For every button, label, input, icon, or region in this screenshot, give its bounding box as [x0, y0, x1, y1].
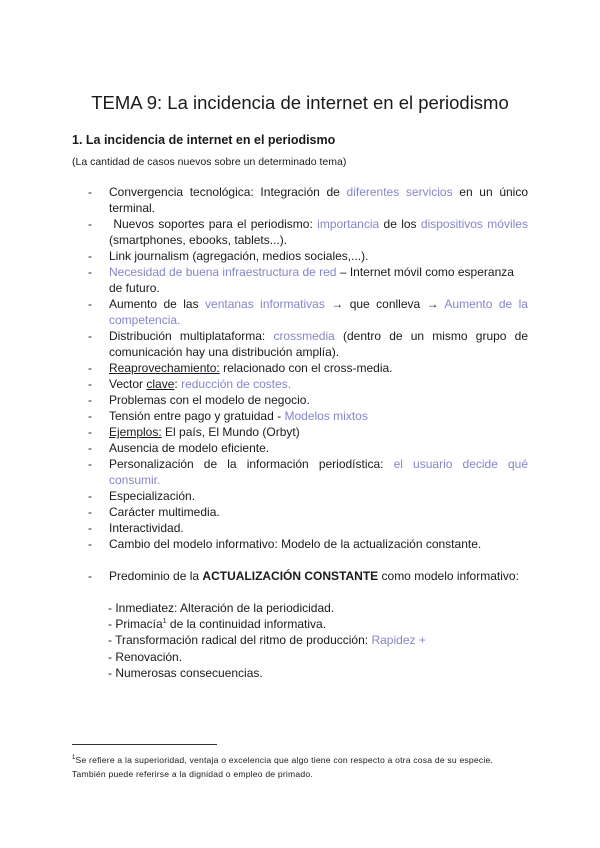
highlight-text: dispositivos móviles [420, 217, 528, 231]
list-item: - Interactividad. [88, 520, 528, 536]
highlight-text: Rapidez + [371, 633, 426, 648]
list-item: - Carácter multimedia. [88, 504, 528, 520]
sub-list-item: - Numerosas consecuencias. [108, 665, 263, 680]
highlight-text: el usuario decide qué consumir. [109, 457, 528, 487]
list-item: - Tensión entre pago y gratuidad - Modelos mixtos [88, 408, 528, 424]
list-item: - Nuevos soportes para el periodismo: importancia de los dispositivos móviles (smartphones, ebooks, tablets...). [88, 216, 528, 248]
section-heading: 1. La incidencia de internet en el periodismo [72, 133, 336, 147]
highlight-text: diferentes servicios [346, 185, 453, 199]
highlight-text: ventanas informativas [205, 297, 325, 311]
highlight-text: Necesidad de buena infraestructura de red [109, 265, 337, 279]
list-item: - Cambio del modelo informativo: Modelo de la actualización constante. [88, 536, 528, 552]
footnote: $^1$Se refiere a la superioridad, ventaja o excelencia que algo tiene con respecto a otra cosa de su especie. También puede referirse a la dignidad o empleo de primado. [72, 754, 494, 779]
page-title: TEMA 9: La incidencia de internet en el periodismo [91, 92, 509, 113]
highlight-text: Modelos mixtos [284, 409, 368, 423]
footnote-ref: 1 [162, 618, 167, 626]
list-item: - Convergencia tecnológica: Integración de diferentes servicios en un único terminal. [88, 184, 528, 216]
list-item: - Aumento de las ventanas informativas → que conlleva → Aumento de la competencia. [88, 296, 528, 328]
highlight-text: crossmedia [273, 329, 335, 343]
list-item: - Vector clave: reducción de costes. [88, 376, 528, 392]
list-item: - Personalización de la información periodística: el usuario decide qué consumir. [88, 456, 528, 488]
footnote-divider [72, 744, 217, 745]
list-item: - Ausencia de modelo eficiente. [88, 440, 528, 456]
list-item: - Necesidad de buena infraestructura de red – Internet móvil como esperanza de futuro. [88, 264, 528, 296]
highlight-text: Aumento de la competencia. [109, 297, 528, 327]
main-list [88, 184, 528, 584]
sub-list-item: - Renovación. [108, 649, 183, 664]
list-item: - Distribución multiplataforma: crossmedia (dentro de un mismo grupo de comunicación hay una distribución amplía). [88, 328, 528, 360]
sub-list-item: - Transformación radical del ritmo de producción: Rapidez + [108, 633, 426, 648]
list-item: - Problemas con el modelo de negocio. [88, 392, 528, 408]
list-item: - Reaprovechamiento: relacionado con el cross-media. [88, 360, 528, 376]
list-item: - Predominio de la ACTUALIZACIÓN CONSTANTE como modelo informativo: [88, 568, 528, 584]
section-subtitle: (La cantidad de casos nuevos sobre un determinado tema) [72, 156, 347, 168]
sub-list [108, 600, 426, 681]
list-item: - Ejemplos: El país, El Mundo (Orbyt) [88, 424, 528, 440]
highlight-text: reducción de costes. [181, 377, 292, 391]
sub-list-item: - Inmediatez: Alteración de la periodicidad. [108, 601, 335, 615]
list-item: - Especialización. [88, 488, 528, 504]
list-item: - Link journalism (agregación, medios sociales,...). [88, 248, 528, 264]
highlight-text: importancia [317, 217, 380, 231]
sub-list-item: - Primacía$^1$ de la continuidad informativa. [108, 617, 327, 632]
